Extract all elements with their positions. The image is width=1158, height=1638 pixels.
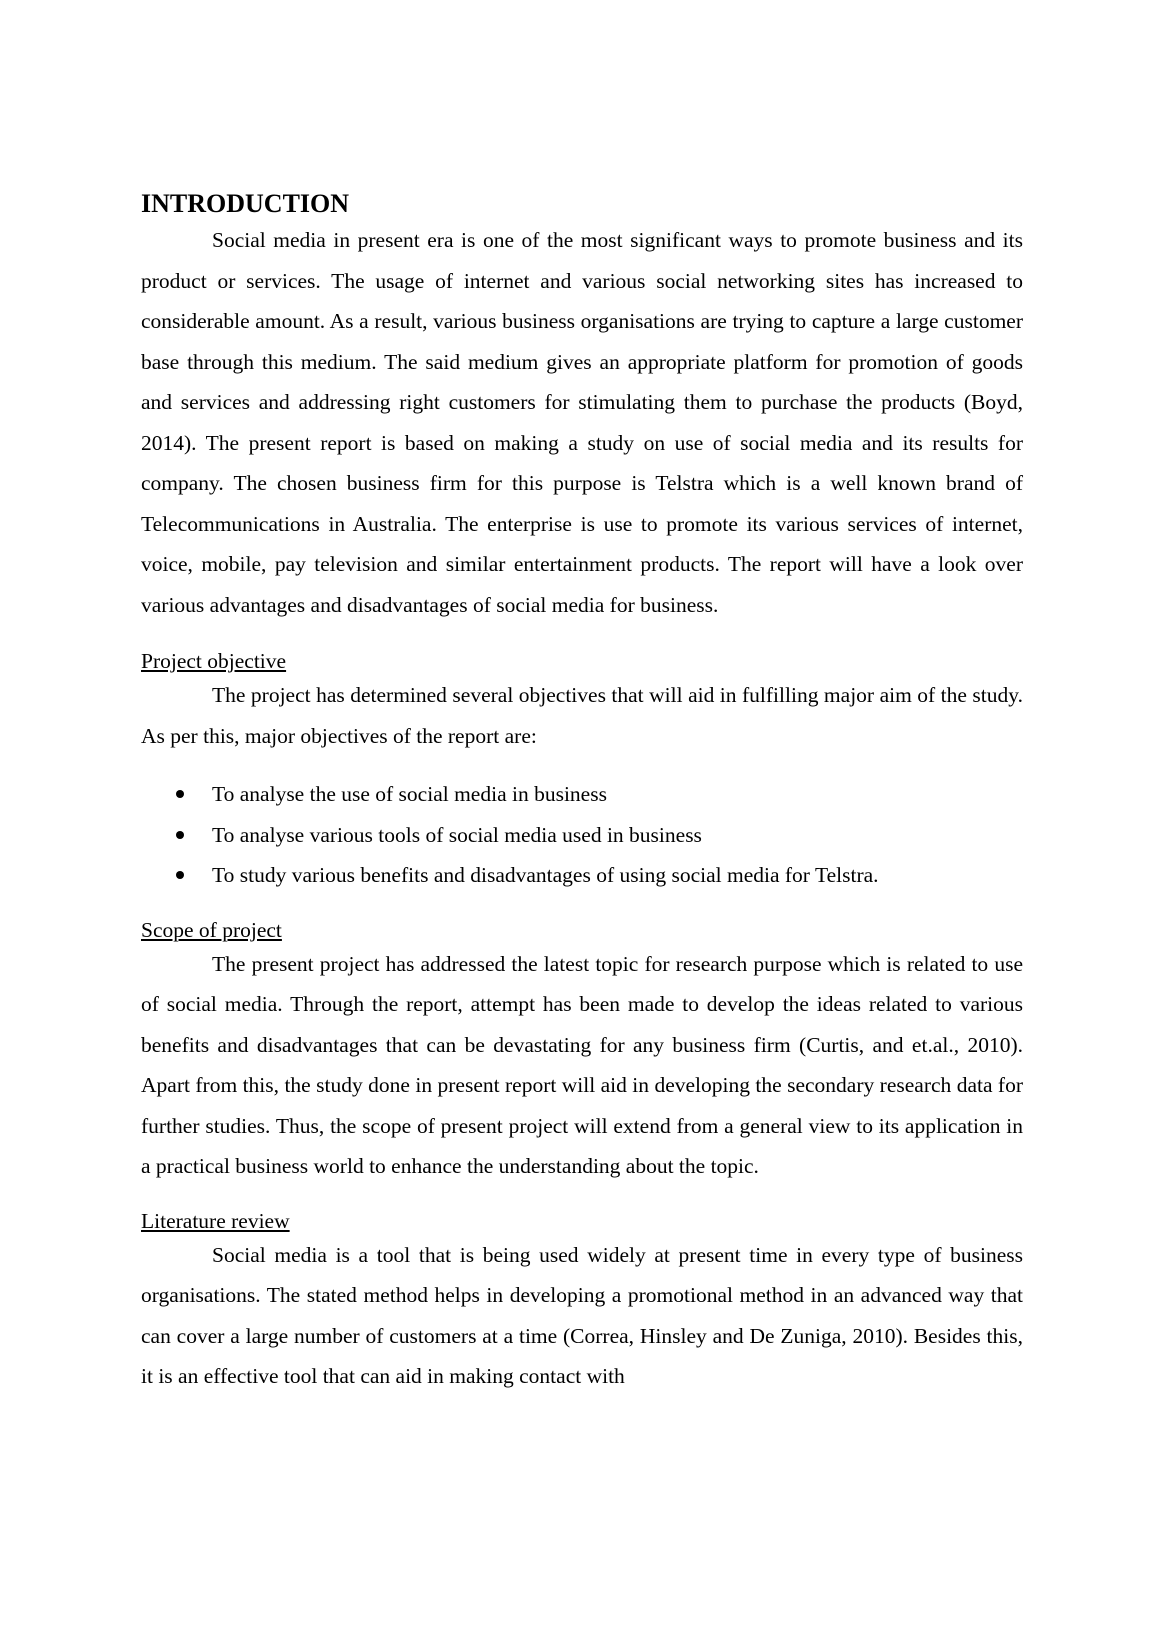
objective-list	[141, 774, 1023, 896]
list-item	[141, 774, 1023, 815]
bullet-icon	[176, 831, 184, 839]
document-page	[141, 188, 1023, 1397]
section-heading-objective: Project objective	[141, 649, 287, 673]
list-item-text: To analyse various tools of social media used in business	[212, 822, 702, 847]
scope-paragraph: The present project has addressed the latest topic for research purpose which is related to use of social media. Through the report, attempt has been made to develop the ideas related to various benefits and disadvantages that can be devastating for any business firm (Curtis, and et.al., 2010). Apart from this, the study done in present report will aid in developing the secondary research data for further studies. Thus, the scope of present project will extend from a general view to its application in a practical business world to enhance the understanding about the topic.	[141, 951, 1023, 1178]
literature-paragraph: Social media is a tool that is being used widely at present time in every type of business organisations. The stated method helps in developing a promotional method in an advanced way that can cover a large number of customers at a time (Correa, Hinsley and De Zuniga, 2010). Besides this, it is an effective tool that can aid in making contact with	[141, 1242, 1023, 1388]
page-title: INTRODUCTION	[141, 189, 350, 218]
section-heading-scope: Scope of project	[141, 917, 282, 942]
objective-paragraph: The project has determined several objectives that will aid in fulfilling major aim of the study. As per this, major objectives of the report are:	[141, 683, 1023, 748]
list-item	[141, 815, 1023, 856]
bullet-icon	[176, 790, 184, 798]
list-item-text: To study various benefits and disadvantages of using social media for Telstra.	[212, 863, 879, 887]
section-heading-literature: Literature review	[141, 1208, 290, 1233]
intro-paragraph: Social media in present era is one of the most significant ways to promote business and its product or services. The usage of internet and various social networking sites has increased to considerable amount. As a result, various business organisations are trying to capture a large customer base through this medium. The said medium gives an appropriate platform for promotion of goods and services and addressing right customers for stimulating them to purchase the products (Boyd, 2014). The present report is based on making a study on use of social media and its results for company. The chosen business firm for this purpose is Telstra which is a well known brand of Telecommunications in Australia. The enterprise is use to promote its various services of internet, voice, mobile, pay television and similar entertainment products. The report will have a look over various advantages and disadvantages of social media for business.	[141, 228, 1023, 617]
list-item	[141, 855, 1023, 896]
list-item-text: To analyse the use of social media in business	[212, 782, 607, 806]
bullet-icon	[176, 871, 184, 879]
